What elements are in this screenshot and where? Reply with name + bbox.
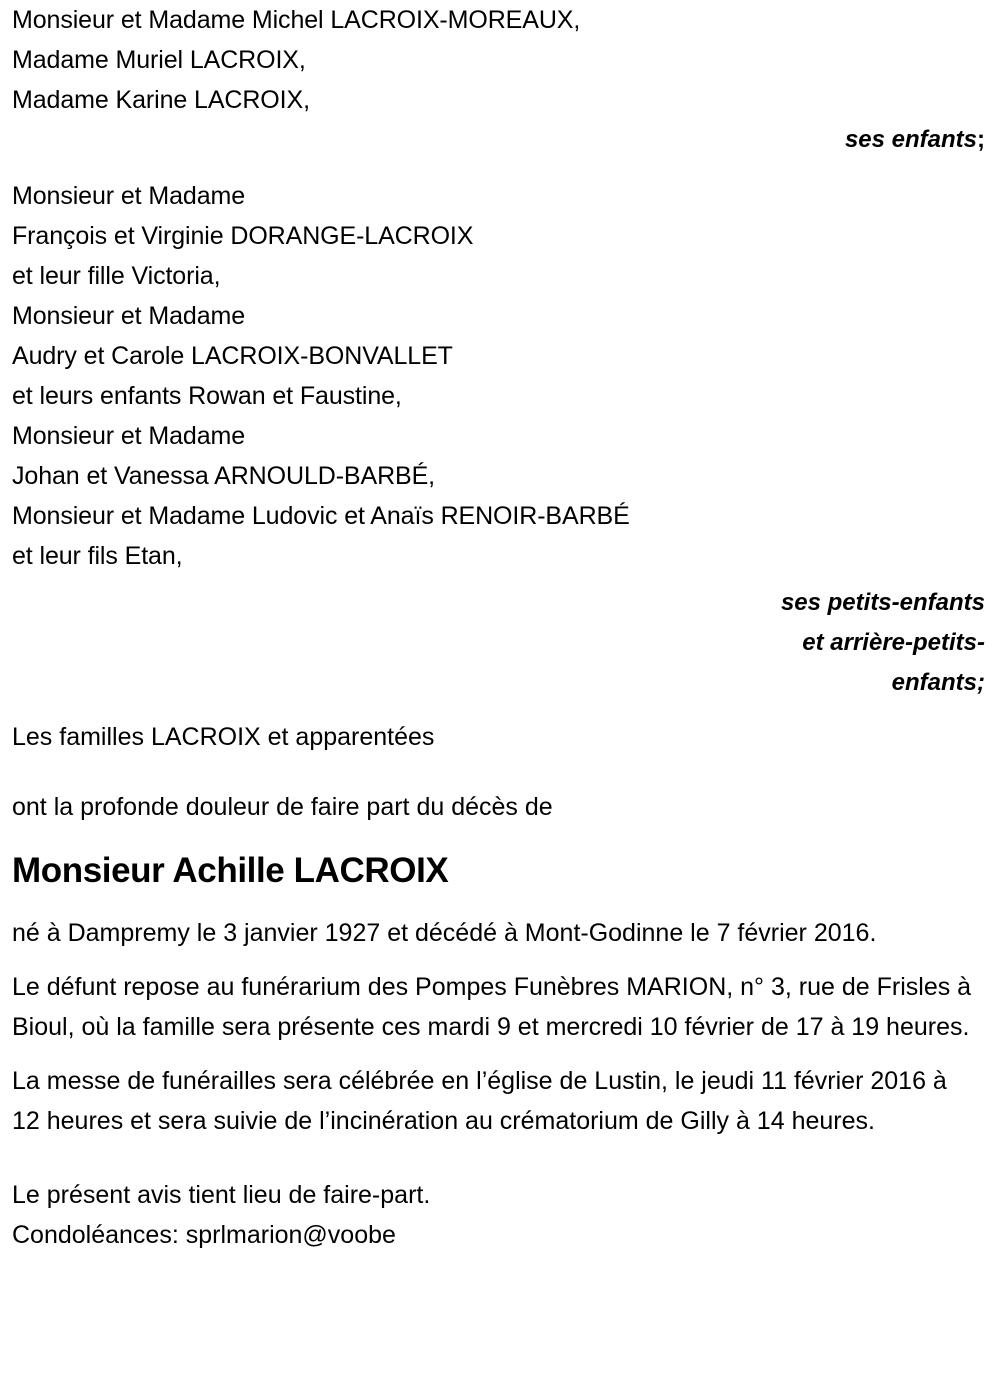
ceremony-paragraph: La messe de funérailles sera célébrée en l’église de Lustin, le jeudi 11 février 2016 à 12 heures et sera suivie de l’incinération au crématorium de Gilly à 14 heures. bbox=[12, 1067, 947, 1135]
relation-label-children-text: ses enfants bbox=[844, 126, 977, 153]
spacer bbox=[12, 757, 988, 787]
kin-line: Johan et Vanessa ARNOULD-BARBÉ, bbox=[12, 462, 436, 490]
kin-line: Monsieur et Madame bbox=[12, 302, 246, 330]
families-line: Les familles LACROIX et apparentées bbox=[12, 723, 435, 751]
deceased-name: Monsieur Achille LACROIX bbox=[12, 851, 449, 890]
spacer bbox=[12, 576, 988, 583]
kin-line: François et Virginie DORANGE-LACROIX bbox=[12, 222, 474, 250]
spacer bbox=[12, 1141, 988, 1175]
relation-label-grandchildren-line bbox=[12, 663, 985, 703]
kin-line: Monsieur et Madame Ludovic et Anaïs RENOIR-BARBÉ bbox=[12, 502, 630, 530]
relation-label-grandchildren-line: ses petits-enfants bbox=[780, 589, 985, 616]
relation-label-children bbox=[12, 120, 988, 160]
condolences-line: Condoléances: sprlmarion@voobe bbox=[12, 1221, 396, 1249]
spacer bbox=[12, 703, 988, 717]
spacer bbox=[12, 160, 988, 176]
relation-label-grandchildren bbox=[12, 583, 988, 703]
spacer bbox=[12, 827, 988, 849]
birth-death-paragraph: né à Dampremy le 3 janvier 1927 et décédé à Mont-Godinne le 7 février 2016. bbox=[12, 919, 877, 947]
relation-label-grandchildren-line: et arrière-petits- bbox=[802, 629, 985, 656]
kin-line: Monsieur et Madame bbox=[12, 182, 246, 210]
kin-line: Madame Karine LACROIX, bbox=[12, 86, 310, 114]
grandchildren-group bbox=[12, 176, 988, 576]
kin-line: et leurs enfants Rowan et Faustine, bbox=[12, 382, 402, 410]
kin-line: et leur fille Victoria, bbox=[12, 262, 221, 290]
relation-label-grandchildren-line-text: enfants bbox=[891, 669, 977, 696]
notice-statement-line: Le présent avis tient lieu de faire-part. bbox=[12, 1181, 431, 1209]
kin-line: Monsieur et Madame bbox=[12, 422, 246, 450]
relation-label-children-punctuation: ; bbox=[977, 126, 985, 153]
kin-line: Monsieur et Madame Michel LACROIX-MOREAUX, bbox=[12, 6, 581, 34]
kin-line: et leur fils Etan, bbox=[12, 542, 183, 570]
spacer bbox=[12, 893, 988, 913]
kin-line: Madame Muriel LACROIX, bbox=[12, 46, 306, 74]
kin-line: Audry et Carole LACROIX-BONVALLET bbox=[12, 342, 453, 370]
repose-paragraph: Le défunt repose au funérarium des Pompes Funèbres MARION, n° 3, rue de Frisles à Bioul, où la famille sera présente ces mardi 9 et mercredi 10 février de 17 à 19 heures. bbox=[12, 973, 972, 1041]
children-group bbox=[12, 0, 988, 120]
relation-label-grandchildren-punctuation: ; bbox=[977, 669, 985, 696]
announcement-line: ont la profonde douleur de faire part du décès de bbox=[12, 793, 553, 821]
